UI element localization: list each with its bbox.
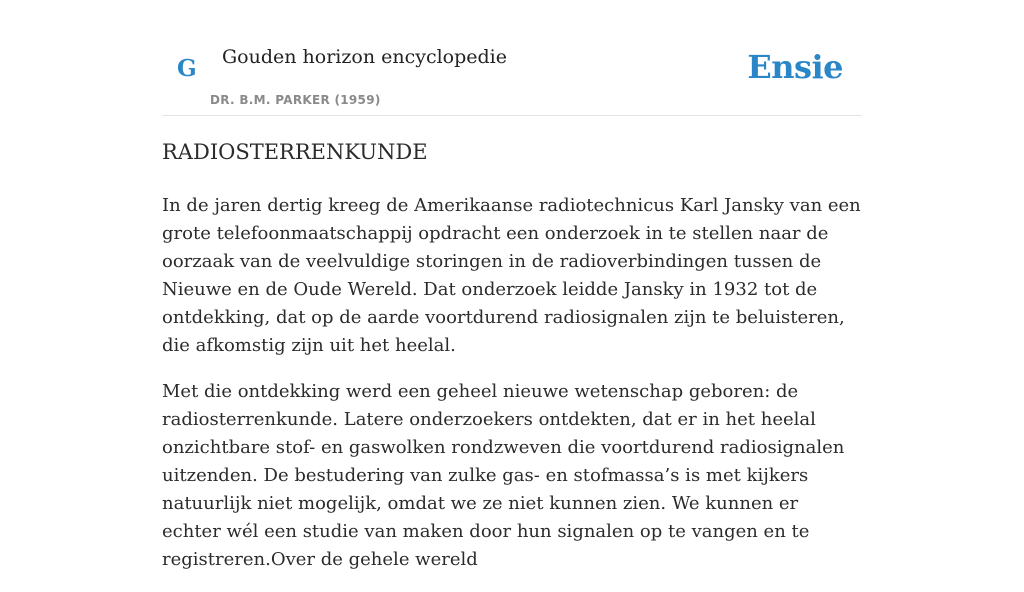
paragraph: In de jaren dertig kreeg de Amerikaanse radiotechnicus Karl Jansky van een grote telefoonmaatschappij opdracht een onderzoek in te stellen naar de oorzaak van de veelvuldige storingen in de radioverbindingen tussen de Nieuwe en de Oude Wereld. Dat onderzoek leidde Jansky in 1932 tot de ontdekking, dat op de aarde voortdurend radiosignalen zijn te beluisteren, die afkomstig zijn uit het heelal. (162, 195, 861, 356)
header (162, 0, 862, 116)
entry-content (162, 192, 862, 592)
page (162, 0, 862, 570)
book-author: DR. B.M. PARKER (1959) (210, 93, 381, 107)
entry-title: RADIOSTERRENKUNDE (162, 140, 428, 164)
book-logo[interactable]: G (177, 55, 197, 82)
ensie-logo[interactable]: Ensie (747, 48, 843, 86)
paragraph: Met die ontdekking werd een geheel nieuwe wetenschap geboren: de radiosterrenkunde. Latere onderzoekers ontdekten, dat er in het heelal onzichtbare stof- en gaswolken rondzweven die voortdurend radiosignalen uitzenden. De bestudering van zulke gas- en stofmassa’s is met kijkers natuurlijk niet mogelijk, omdat we ze niet kunnen zien. We kunnen er echter wél een studie van maken door hun signalen op te vangen en te registreren.Over de gehele wereld (162, 381, 845, 570)
book-title-link[interactable]: Gouden horizon encyclopedie (222, 46, 507, 68)
